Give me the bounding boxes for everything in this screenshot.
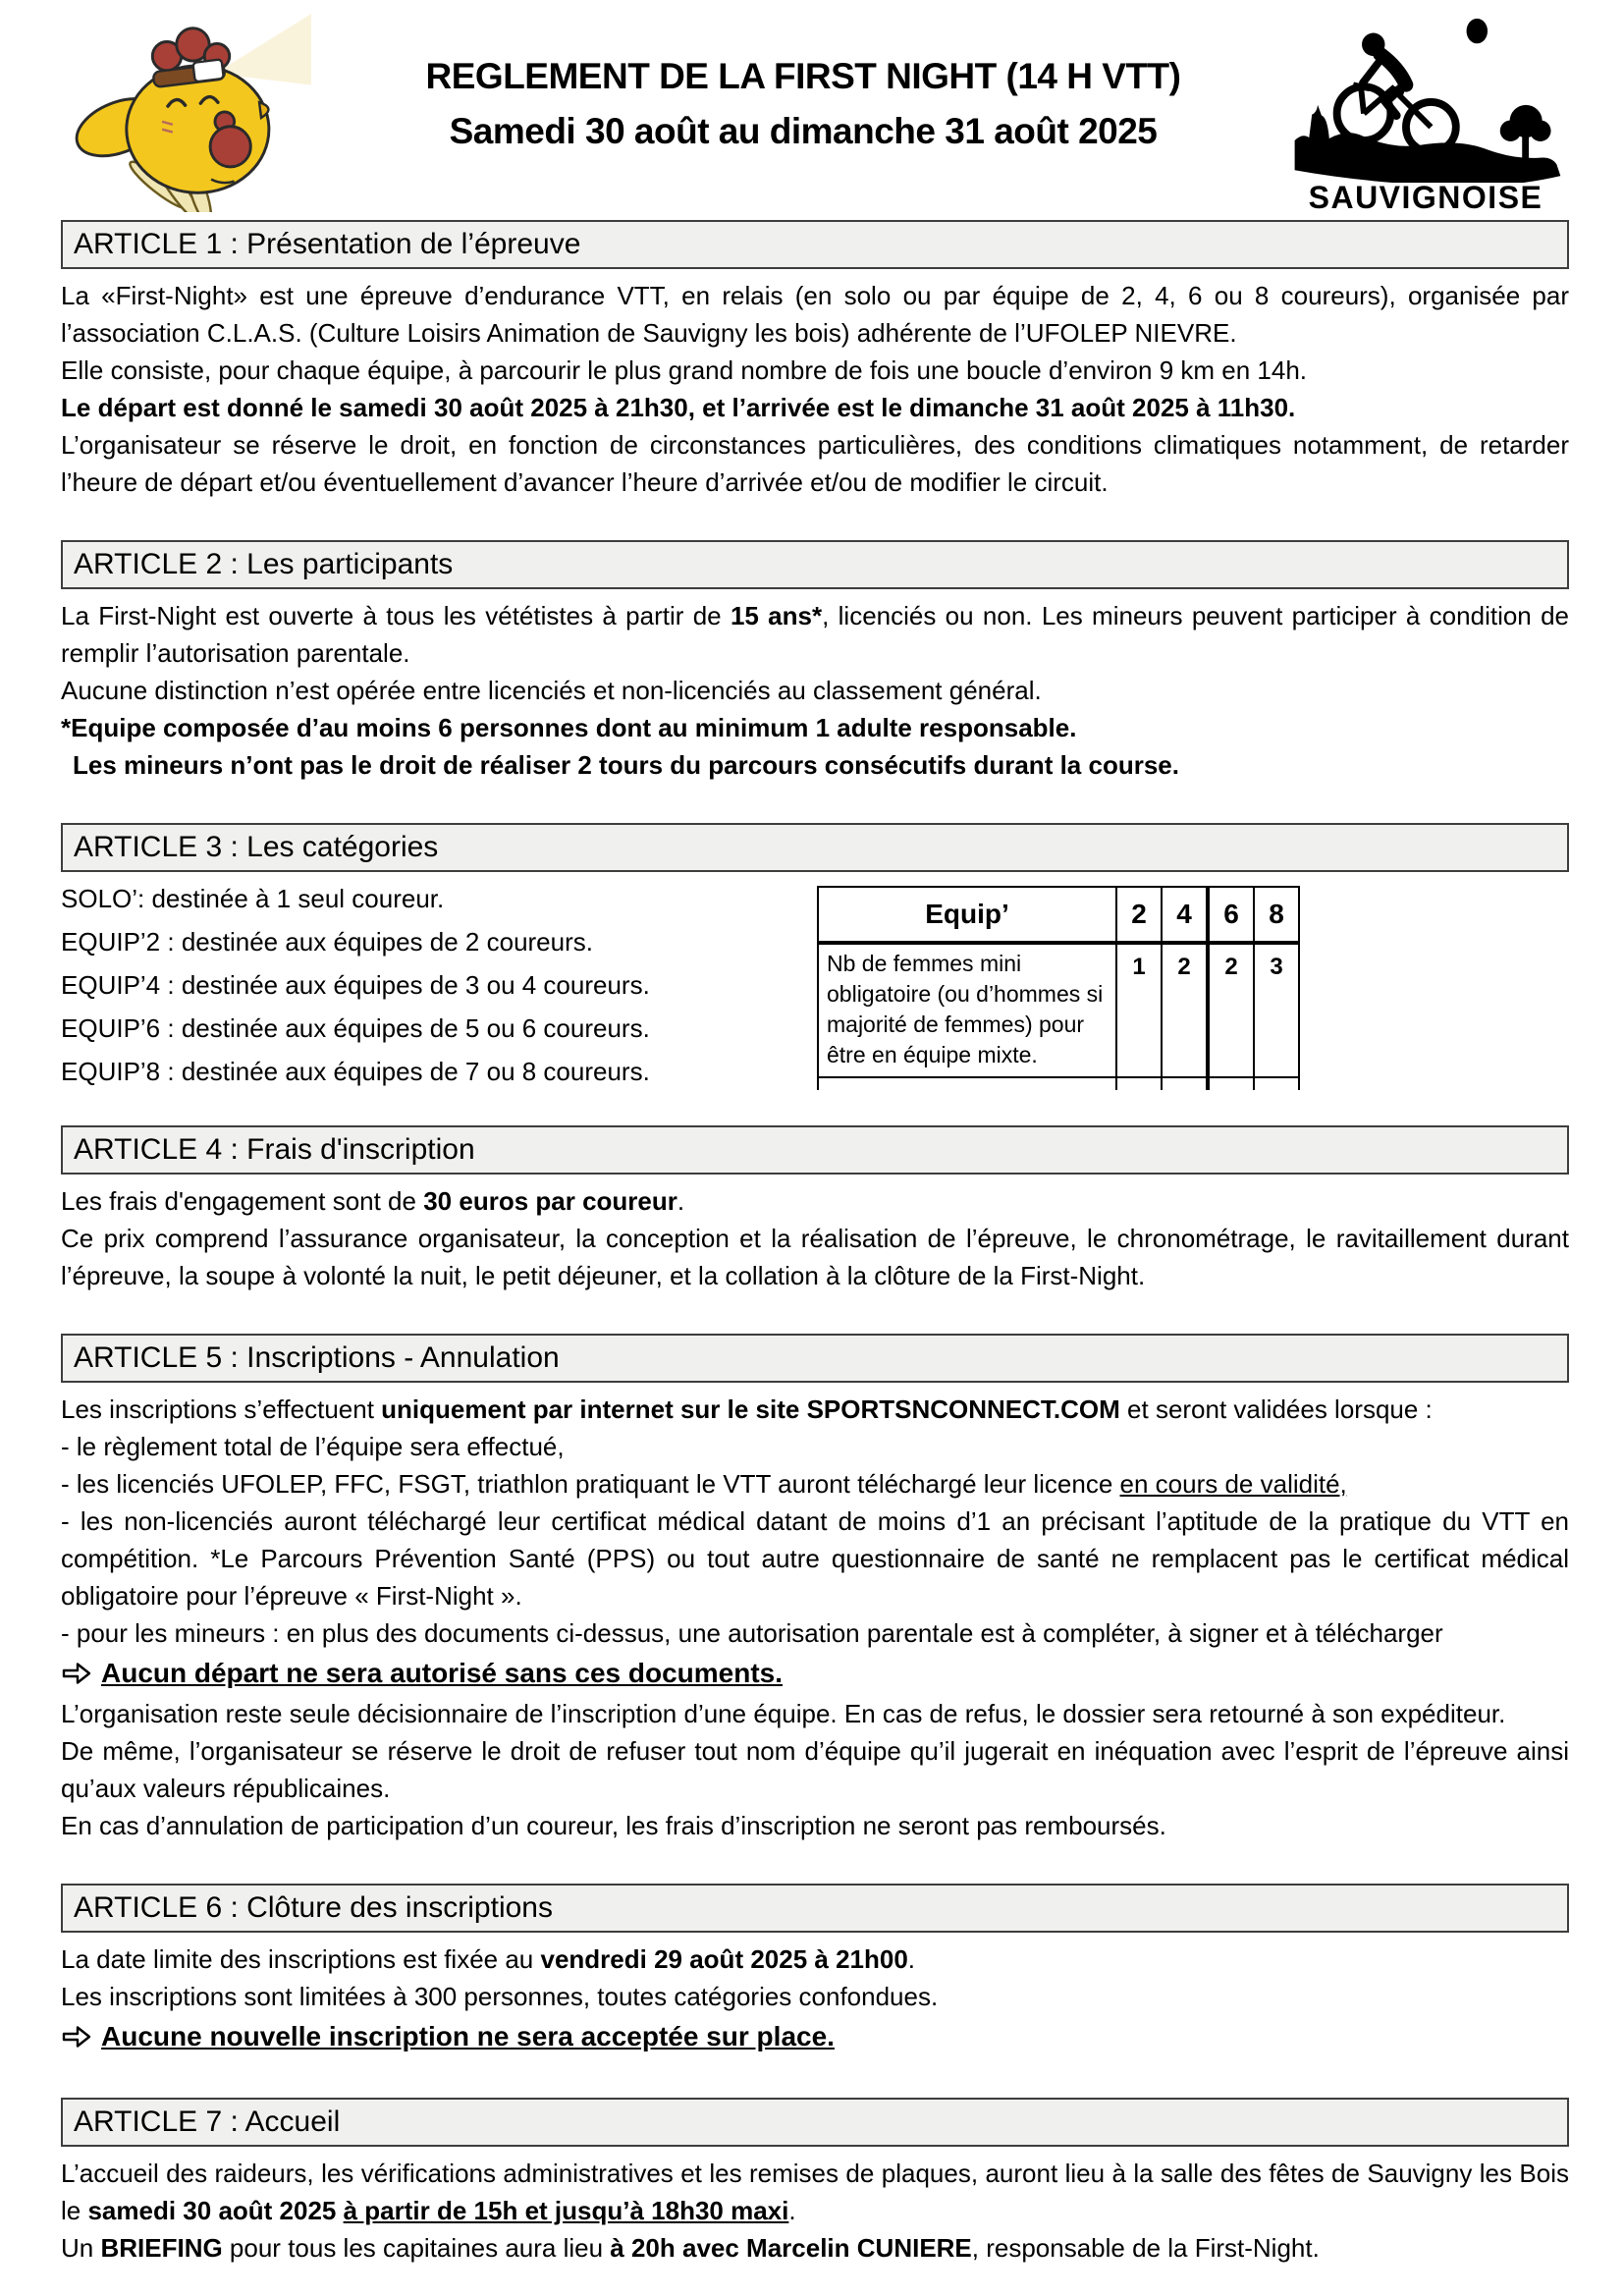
document-title: REGLEMENT DE LA FIRST NIGHT (14 H VTT) bbox=[425, 56, 1181, 96]
paragraph: *Equipe composée d’au moins 6 personnes dont au minimum 1 adulte responsable. bbox=[61, 713, 1077, 742]
title-block bbox=[324, 14, 1282, 159]
arrow-right-icon bbox=[61, 2024, 92, 2050]
article-5-header bbox=[61, 1334, 1569, 1383]
requirement-note: Aucune nouvelle inscription ne sera acceptée sur place. bbox=[61, 2015, 1569, 2058]
table-row-label: Nb de femmes mini obligatoire (ou d’hommes si majorité de femmes) pour être en équipe mixte. bbox=[818, 943, 1116, 1077]
mountain-biker-icon bbox=[1286, 14, 1566, 183]
table-header-equip: Equip’ bbox=[818, 887, 1116, 943]
sauvignoise-logo bbox=[1282, 14, 1569, 216]
article-1-header bbox=[61, 220, 1569, 269]
paragraph: - les non-licenciés auront téléchargé leur certificat médical datant de moins d’1 an précisant l’aptitude de la pratique du VTT en compétition. *Le Parcours Prévention Santé (PPS) ou tout autre questionnaire de santé ne remplacent pas le certificat médical obligatoire pour l’épreuve « First-Night ». bbox=[61, 1506, 1569, 1611]
table-header-2: 2 bbox=[1116, 887, 1162, 943]
table-header-row bbox=[818, 887, 1299, 943]
article-2-heading: ARTICLE 2 : Les participants bbox=[74, 548, 454, 580]
chicken-headlamp-icon bbox=[71, 14, 311, 212]
paragraph: Aucune distinction n’est opérée entre licenciés et non-licenciés au classement général. bbox=[61, 676, 1042, 705]
paragraph: Un BRIEFING pour tous les capitaines aura lieu à 20h avec Marcelin CUNIERE, responsable de la First-Night. bbox=[61, 2233, 1320, 2263]
paragraph: L’accueil des raideurs, les vérifications administratives et les remises de plaques, auront lieu à la salle des fêtes de Sauvigny les Bois le samedi 30 août 2025 à partir de 15h et jusqu’à 18h30 maxi. bbox=[61, 2159, 1569, 2225]
document-header bbox=[61, 14, 1569, 218]
paragraph: - les licenciés UFOLEP, FFC, FSGT, triathlon pratiquant le VTT auront téléchargé leur licence en cours de validité, bbox=[61, 1469, 1347, 1499]
table-cell: 2 bbox=[1162, 943, 1208, 1077]
article-6-heading: ARTICLE 6 : Clôture des inscriptions bbox=[74, 1891, 553, 1924]
requirement-note: Aucun départ ne sera autorisé sans ces documents. bbox=[61, 1652, 1569, 1695]
category-line: EQUIP’6 : destinée aux équipes de 5 ou 6 coureurs. bbox=[61, 1013, 650, 1043]
article-6-header bbox=[61, 1884, 1569, 1933]
sauvignoise-logo-text: SAUVIGNOISE bbox=[1308, 180, 1543, 215]
paragraph: De même, l’organisateur se réserve le droit de refuser tout nom d’équipe qu’il jugerait en inéquation avec l’esprit de l’épreuve ainsi qu’aux valeurs républicaines. bbox=[61, 1736, 1569, 1803]
article-3-heading: ARTICLE 3 : Les catégories bbox=[74, 831, 439, 863]
article-7-header bbox=[61, 2098, 1569, 2147]
paragraph: En cas d’annulation de participation d’un coureur, les frais d’inscription ne seront pas remboursés. bbox=[61, 1811, 1166, 1840]
paragraph: L’organisateur se réserve le droit, en fonction de circonstances particulières, des conditions climatiques notamment, de retarder l’heure de départ et/ou éventuellement d’avancer l’heure d’arrivée et/ou de modifier le circuit. bbox=[61, 430, 1569, 497]
article-1-heading: ARTICLE 1 : Présentation de l’épreuve bbox=[74, 228, 581, 260]
chicken-mascot-logo bbox=[61, 14, 324, 217]
paragraph: La «First-Night» est une épreuve d’endurance VTT, en relais (en solo ou par équipe de 2, 4, 6 ou 8 coureurs), organisée par l’association C.L.A.S. (Culture Loisirs Animation de Sauvigny les bois) adhérente de l’UFOLEP NIEVRE. bbox=[61, 281, 1569, 348]
table-row bbox=[818, 943, 1299, 1077]
article-4-header bbox=[61, 1125, 1569, 1175]
paragraph: Les inscriptions s’effectuent uniquement par internet sur le site SPORTSNCONNECT.COM et seront validées lorsque : bbox=[61, 1394, 1433, 1424]
mixed-team-table bbox=[817, 886, 1300, 1090]
document-subtitle: Samedi 30 août au dimanche 31 août 2025 bbox=[449, 111, 1158, 151]
paragraph: - pour les mineurs : en plus des documents ci-dessus, une autorisation parentale est à compléter, à signer et à télécharger bbox=[61, 1618, 1443, 1648]
article-3-header bbox=[61, 823, 1569, 872]
paragraph: La date limite des inscriptions est fixée au vendredi 29 août 2025 à 21h00. bbox=[61, 1944, 916, 1974]
table-cell: 2 bbox=[1208, 943, 1254, 1077]
paragraph: L’organisation reste seule décisionnaire de l’inscription d’une équipe. En cas de refus, le dossier sera retourné à son expéditeur. bbox=[61, 1699, 1506, 1728]
paragraph: Elle consiste, pour chaque équipe, à parcourir le plus grand nombre de fois une boucle d’environ 9 km en 14h. bbox=[61, 355, 1308, 385]
article-2-body bbox=[61, 589, 1569, 784]
category-line: EQUIP’4 : destinée aux équipes de 3 ou 4 coureurs. bbox=[61, 970, 650, 1000]
article-2-header bbox=[61, 540, 1569, 589]
paragraph: Les inscriptions sont limitées à 300 personnes, toutes catégories confondues. bbox=[61, 1982, 939, 2011]
category-list bbox=[61, 880, 817, 1096]
article-3-body bbox=[61, 872, 1569, 1096]
table-stub-row bbox=[818, 1077, 1299, 1090]
table-header-4: 4 bbox=[1162, 887, 1208, 943]
table-header-6: 6 bbox=[1208, 887, 1254, 943]
paragraph: Les mineurs n’ont pas le droit de réaliser 2 tours du parcours consécutifs durant la course. bbox=[73, 750, 1179, 780]
table-header-8: 8 bbox=[1254, 887, 1299, 943]
article-5-heading: ARTICLE 5 : Inscriptions - Annulation bbox=[74, 1341, 560, 1374]
article-1-body bbox=[61, 269, 1569, 501]
article-4-heading: ARTICLE 4 : Frais d'inscription bbox=[74, 1133, 475, 1166]
paragraph: Le départ est donné le samedi 30 août 2025 à 21h30, et l’arrivée est le dimanche 31 août 2025 à 11h30. bbox=[61, 393, 1296, 422]
paragraph: Les frais d'engagement sont de 30 euros par coureur. bbox=[61, 1186, 685, 1216]
article-7-heading: ARTICLE 7 : Accueil bbox=[74, 2105, 341, 2138]
category-line: SOLO’: destinée à 1 seul coureur. bbox=[61, 884, 445, 913]
table-cell: 1 bbox=[1116, 943, 1162, 1077]
paragraph: Ce prix comprend l’assurance organisateur, la conception et la réalisation de l’épreuve, le chronométrage, le ravitaillement durant l’épreuve, la soupe à volonté la nuit, le petit déjeuner, et la collation à la clôture de la First-Night. bbox=[61, 1224, 1569, 1290]
article-4-body bbox=[61, 1175, 1569, 1294]
paragraph: - le règlement total de l’équipe sera effectué, bbox=[61, 1432, 565, 1461]
category-line: EQUIP’2 : destinée aux équipes de 2 coureurs. bbox=[61, 927, 593, 957]
article-6-body bbox=[61, 1933, 1569, 2058]
article-5-body bbox=[61, 1383, 1569, 1844]
table-cell: 3 bbox=[1254, 943, 1299, 1077]
article-7-body bbox=[61, 2147, 1569, 2267]
arrow-right-icon bbox=[61, 1661, 92, 1686]
category-line: EQUIP’8 : destinée aux équipes de 7 ou 8 coureurs. bbox=[61, 1057, 650, 1086]
paragraph: La First-Night est ouverte à tous les vététistes à partir de 15 ans*, licenciés ou non. Les mineurs peuvent participer à condition de remplir l’autorisation parentale. bbox=[61, 601, 1569, 668]
